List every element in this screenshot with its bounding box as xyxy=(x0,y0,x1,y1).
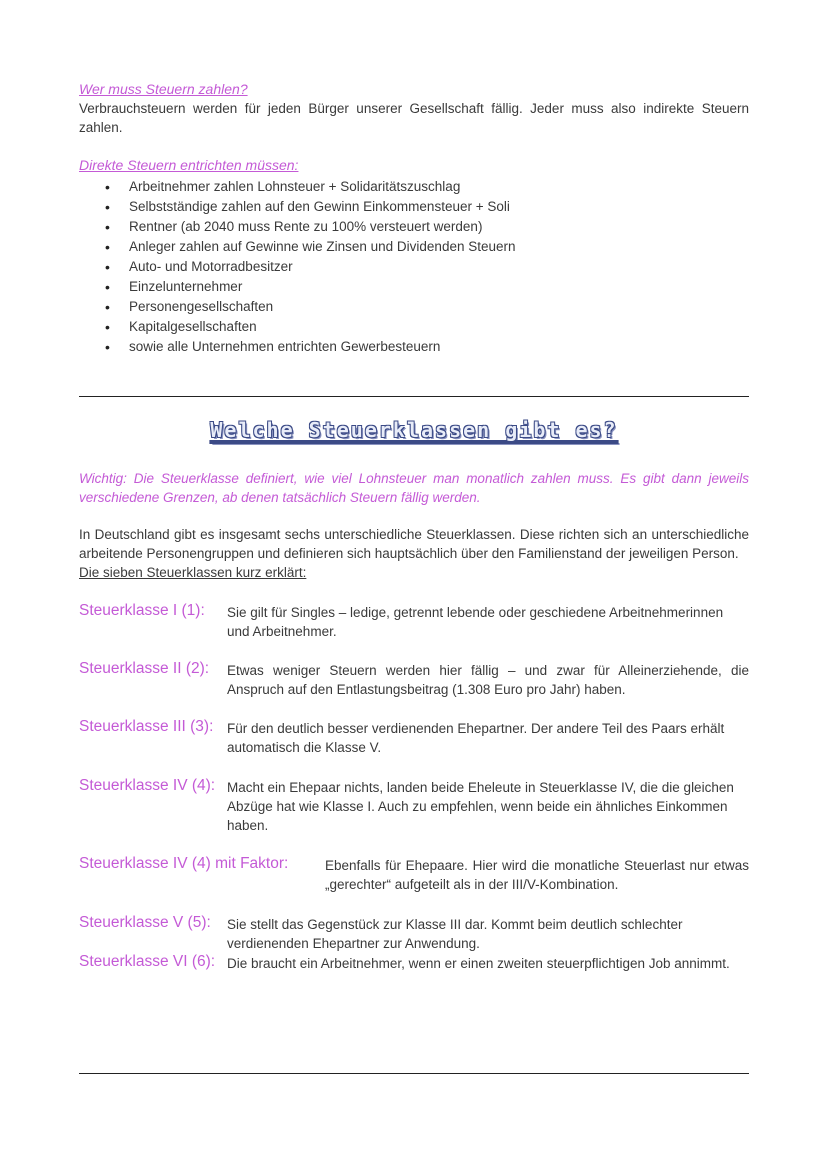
tax-class-description: Ebenfalls für Ehepaare. Hier wird die monatliche Steuerlast nur etwas „gerechter“ aufgeteilt als in der III/V-Kombination. xyxy=(325,858,749,892)
page-title: Welche Steuerklassen gibt es? xyxy=(210,418,618,442)
horizontal-divider xyxy=(79,396,749,397)
direct-taxes-list xyxy=(79,177,749,357)
horizontal-divider xyxy=(79,1073,749,1074)
tax-class-description: Sie gilt für Singles – ledige, getrennt lebende oder geschiedene Arbeitnehmerinnen und Arbeitnehmer. xyxy=(227,605,724,639)
tax-class-label: Steuerklasse I (1): xyxy=(79,602,205,619)
section-who-pays xyxy=(79,80,749,137)
tax-class-description: Macht ein Ehepaar nichts, landen beide Eheleute in Steuerklasse IV, die die gleichen Abzüge hat wie Klasse I. Auch zu empfehlen, wenn beide ein ähnliches Einkommen haben. xyxy=(227,780,734,833)
list-item: • Arbeitnehmer zahlen Lohnsteuer + Solidaritätszuschlag xyxy=(129,177,749,197)
tax-class-description: Für den deutlich besser verdienenden Ehepartner. Der andere Teil des Paars erhält automatisch die Klasse V. xyxy=(227,721,725,755)
section-text-who-pays: Verbrauchsteuern werden für jeden Bürger unserer Gesellschaft fällig. Jeder muss also indirekte Steuern zahlen. xyxy=(79,101,749,135)
tax-class-label: Steuerklasse IV (4) mit Faktor: xyxy=(79,855,289,872)
section-direct-taxes xyxy=(79,156,749,357)
classes-subheading: Die sieben Steuerklassen kurz erklärt: xyxy=(79,565,307,580)
tax-class-label: Steuerklasse V (5): xyxy=(79,914,211,931)
tax-class-description: Etwas weniger Steuern werden hier fällig – und zwar für Alleinerziehende, die Anspruch auf den Entlastungsbeitrag (1.308 Euro pro Jahr) haben. xyxy=(227,663,749,697)
tax-class-label: Steuerklasse II (2): xyxy=(79,660,210,677)
tax-class-label: Steuerklasse III (3): xyxy=(79,718,214,735)
tax-class-label: Steuerklasse IV (4): xyxy=(79,777,216,794)
list-item: • Rentner (ab 2040 muss Rente zu 100% versteuert werden) xyxy=(129,217,749,237)
list-item: • Selbstständige zahlen auf den Gewinn Einkommensteuer + Soli xyxy=(129,197,749,217)
intro-text: In Deutschland gibt es insgesamt sechs unterschiedliche Steuerklassen. Diese richten sich an unterschiedliche arbeitende Personengruppen und definieren sich hauptsächlich über den Familienstand der jeweiligen Person. xyxy=(79,527,749,561)
tax-class-description: Sie stellt das Gegenstück zur Klasse III dar. Kommt beim deutlich schlechter verdienenden Ehepartner zur Anwendung. xyxy=(227,917,683,951)
list-item: • Einzelunternehmer xyxy=(129,277,749,297)
list-item: • Anleger zahlen auf Gewinne wie Zinsen und Dividenden Steuern xyxy=(129,237,749,257)
list-item: • Auto- und Motorradbesitzer xyxy=(129,257,749,277)
intro-section xyxy=(79,525,749,582)
tax-class-description: Die braucht ein Arbeitnehmer, wenn er einen zweiten steuerpflichtigen Job annimmt. xyxy=(227,956,730,971)
important-note: Wichtig: Die Steuerklasse definiert, wie viel Lohnsteuer man monatlich zahlen muss. Es gibt dann jeweils verschiedene Grenzen, ab denen tatsächlich Steuern fällig werden. xyxy=(79,471,749,505)
list-item: • sowie alle Unternehmen entrichten Gewerbesteuern xyxy=(129,337,749,357)
section-heading-who-pays: Wer muss Steuern zahlen? xyxy=(79,81,248,97)
tax-class-label: Steuerklasse VI (6): xyxy=(79,953,216,970)
list-item: • Personengesellschaften xyxy=(129,297,749,317)
list-item: • Kapitalgesellschaften xyxy=(129,317,749,337)
section-heading-direct-taxes: Direkte Steuern entrichten müssen: xyxy=(79,157,299,173)
